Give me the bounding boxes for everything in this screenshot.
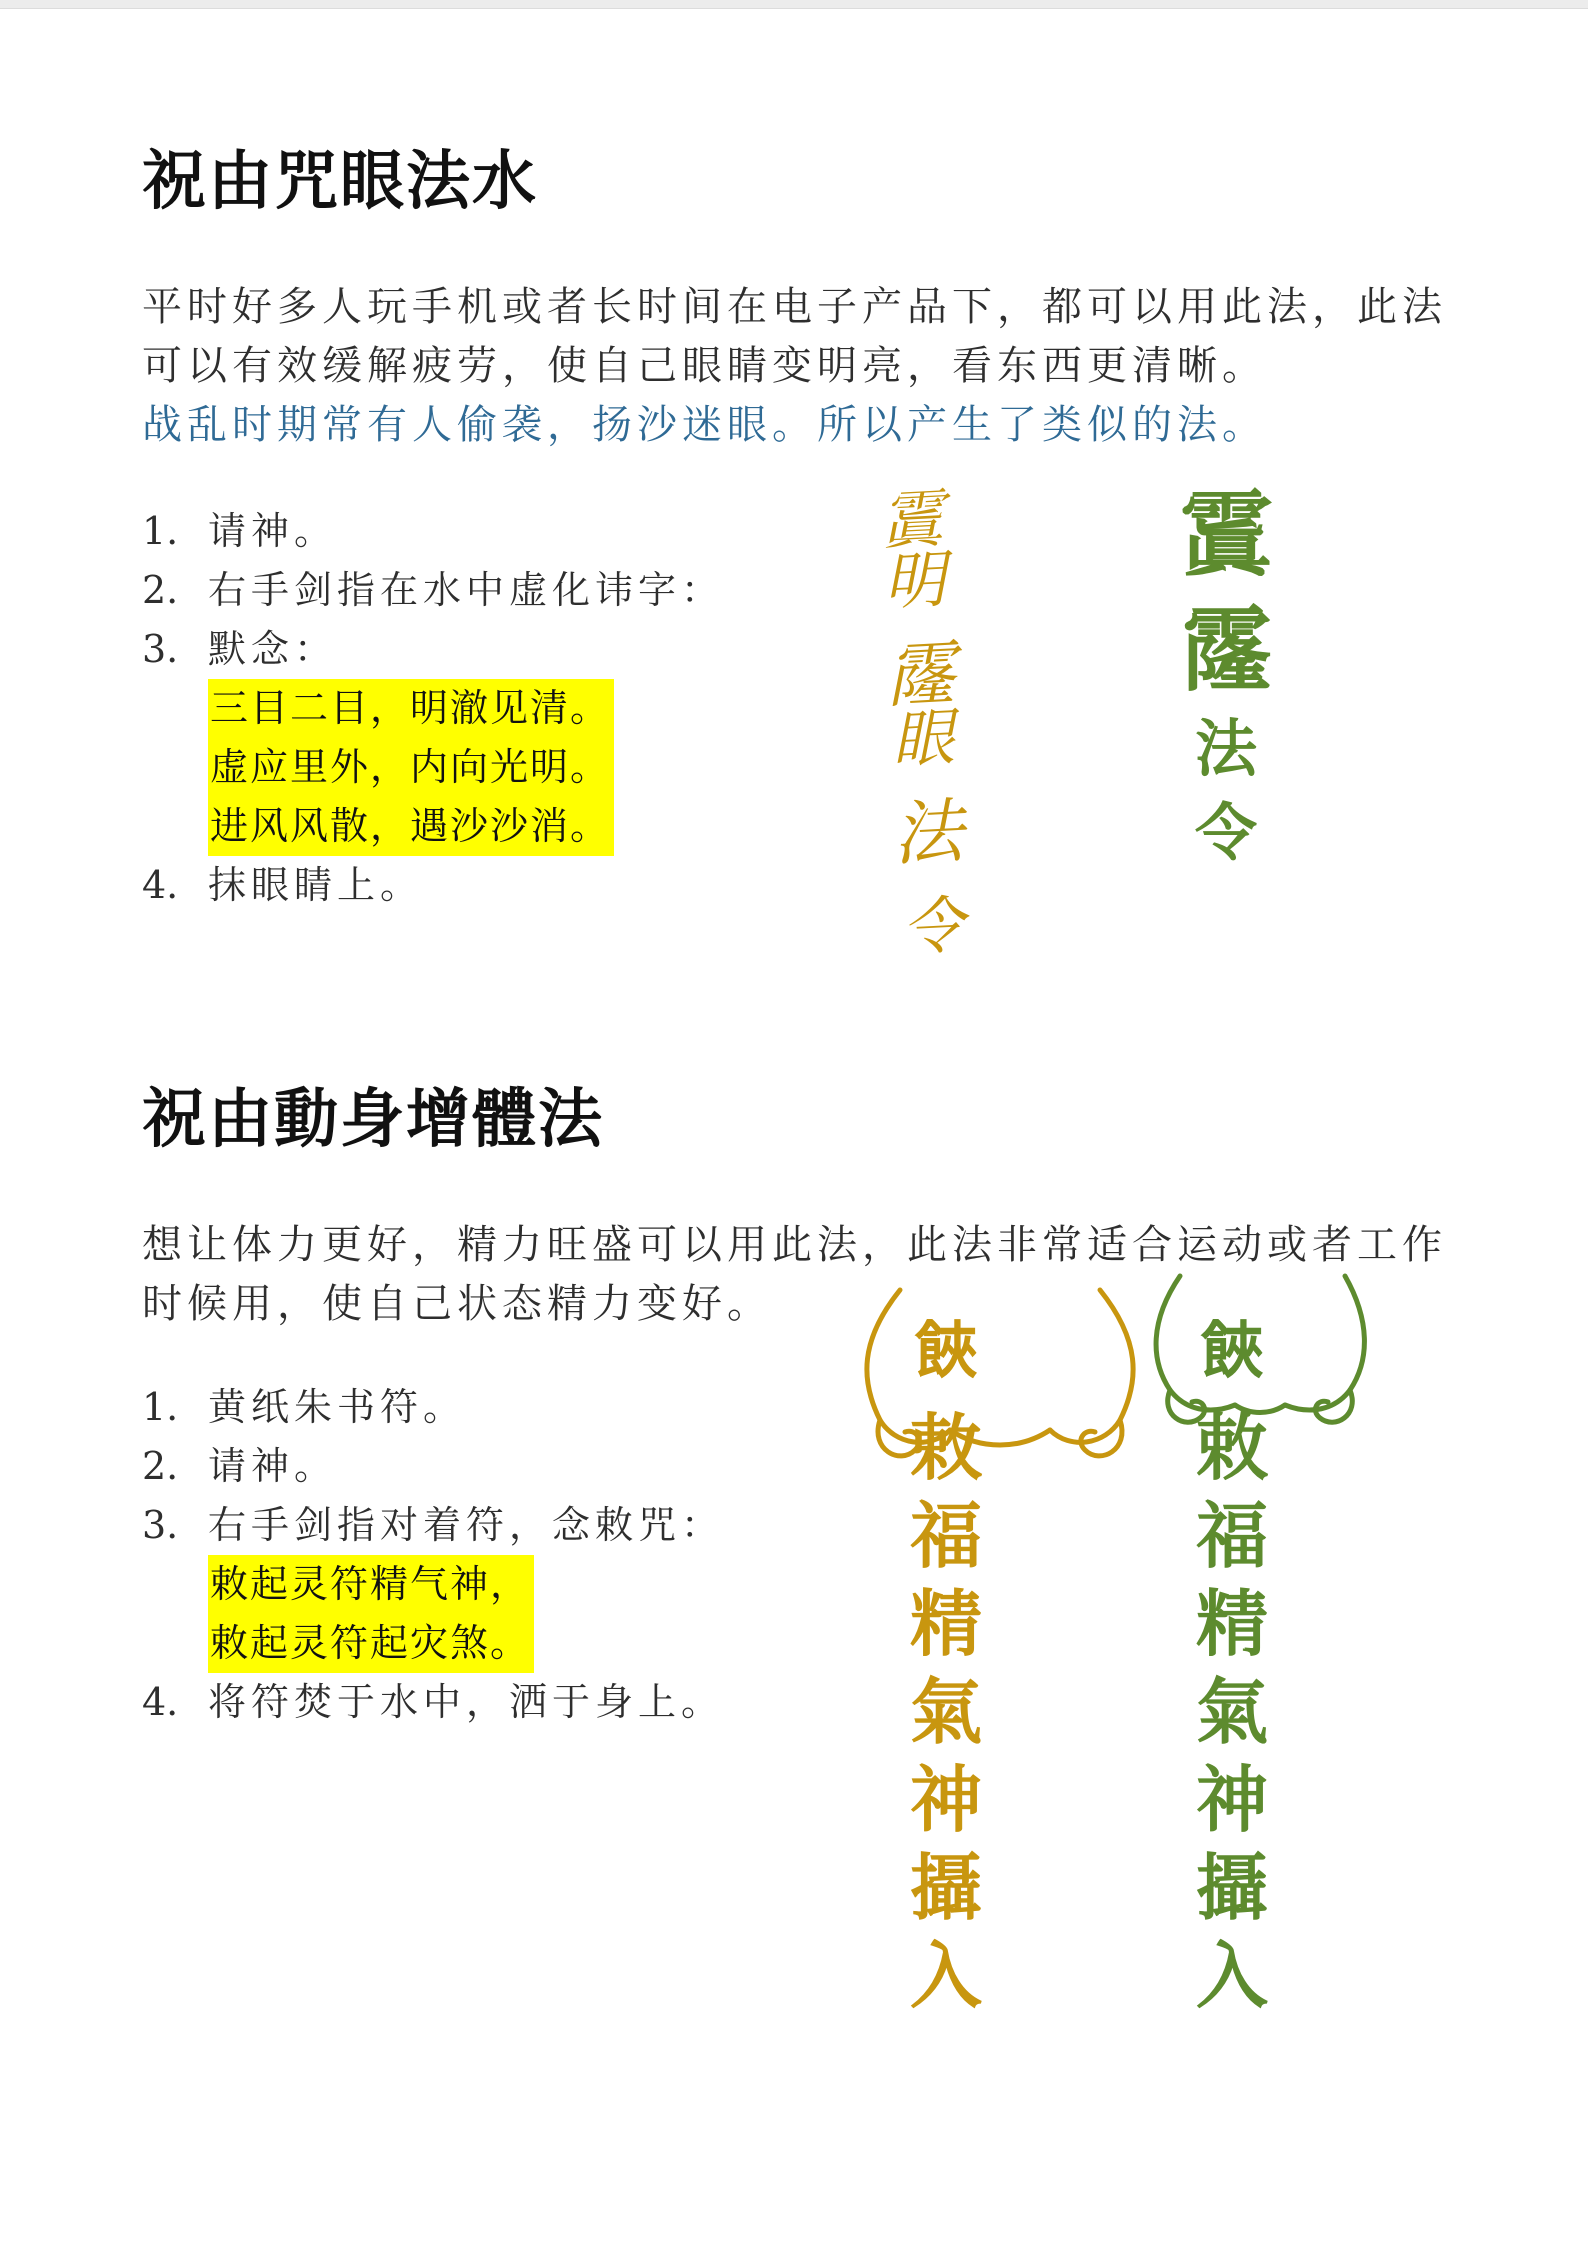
chant-line: 虚应里外，内向光明。 bbox=[210, 745, 611, 789]
step-item bbox=[142, 1673, 724, 1732]
talisman-glyph: 𩄚 bbox=[878, 482, 945, 559]
talisman-glyph: 入 bbox=[910, 1933, 983, 2018]
talisman-glyph: 氣 bbox=[910, 1669, 983, 1754]
talisman-glyph: 入 bbox=[1196, 1933, 1269, 2018]
step-number: 1. bbox=[142, 509, 179, 553]
talisman-glyph: 霳 bbox=[1180, 596, 1273, 704]
section-eye-water bbox=[142, 140, 1462, 907]
step-item bbox=[142, 1437, 724, 1496]
step-text: 抹眼睛上。 bbox=[208, 863, 424, 907]
talisman-glyph: 攝 bbox=[910, 1845, 983, 1930]
talisman-glyph: 神 bbox=[1196, 1757, 1269, 1842]
talisman-glyph: 法 bbox=[1195, 712, 1258, 785]
chant-line: 敕起灵符精气神， bbox=[210, 1562, 531, 1606]
talisman-glyph: 令 bbox=[1195, 796, 1258, 869]
talisman-glyph: 明 bbox=[881, 542, 948, 619]
intro-line: 平时好多人玩手机或者长时间在电子产品下，都可以用此法，此法 bbox=[142, 284, 1447, 330]
top-bar bbox=[0, 0, 1588, 9]
talisman-glyph: 神 bbox=[910, 1757, 983, 1842]
step-number: 2. bbox=[142, 1444, 179, 1488]
step-number: 4. bbox=[142, 1680, 179, 1724]
step-number: 2. bbox=[142, 568, 179, 612]
section-body-strength bbox=[142, 1078, 1462, 1724]
talisman-glyph: 氣 bbox=[1196, 1669, 1269, 1754]
talisman-glyph: 霳 bbox=[882, 632, 957, 718]
intro-line: 时候用，使自己状态精力变好。 bbox=[142, 1281, 772, 1327]
step-text: 右手剑指对着符，念敕咒： bbox=[208, 1503, 725, 1547]
talisman-gold-eye bbox=[875, 482, 971, 988]
history-note: 战乱时期常有人偷袭，扬沙迷眼。所以产生了类似的法。 bbox=[142, 402, 1267, 448]
talisman-green-body bbox=[1196, 1314, 1269, 2028]
step-item bbox=[142, 620, 724, 679]
intro-line: 想让体力更好，精力旺盛可以用此法，此法非常适合运动或者工作 bbox=[142, 1222, 1447, 1268]
step-text: 默念： bbox=[208, 627, 338, 671]
step-text: 黄纸朱书符。 bbox=[208, 1385, 467, 1429]
intro-paragraph bbox=[142, 1216, 1462, 1334]
step-text: 请神。 bbox=[208, 1444, 338, 1488]
steps-list bbox=[142, 502, 724, 915]
talisman-gold-body bbox=[910, 1314, 983, 2028]
step-number: 1. bbox=[142, 1385, 179, 1429]
talisman-glyph: 𩛩 bbox=[1201, 1314, 1264, 1387]
step-item bbox=[142, 856, 724, 915]
step-text: 请神。 bbox=[208, 509, 338, 553]
step-text: 将符焚于水中，洒于身上。 bbox=[208, 1680, 725, 1724]
talisman-glyph: 敕 bbox=[1196, 1405, 1269, 1490]
chant-line: 三目二目，明澈见清。 bbox=[210, 686, 611, 730]
steps-list bbox=[142, 1378, 724, 1732]
highlighted-chant bbox=[208, 1555, 534, 1673]
step-number: 3. bbox=[142, 627, 179, 671]
intro-paragraph bbox=[142, 278, 1462, 455]
talisman-glyph: 攝 bbox=[1196, 1845, 1269, 1930]
talisman-glyph: 精 bbox=[1196, 1581, 1269, 1666]
intro-line: 可以有效缓解疲劳，使自己眼睛变明亮，看东西更清晰。 bbox=[142, 343, 1267, 389]
talisman-glyph: 精 bbox=[910, 1581, 983, 1666]
highlighted-chant bbox=[208, 679, 614, 856]
chant-line: 进风风散，遇沙沙消。 bbox=[210, 804, 611, 848]
chant-block bbox=[142, 679, 724, 856]
talisman-green-eye bbox=[1180, 482, 1273, 886]
talisman-glyph: 福 bbox=[1196, 1493, 1269, 1578]
talisman-glyph: 眼 bbox=[890, 700, 956, 777]
chant-line: 敕起灵符起灾煞。 bbox=[210, 1621, 531, 1665]
talisman-glyph: 福 bbox=[910, 1493, 983, 1578]
step-item bbox=[142, 502, 724, 561]
talisman-glyph: 𩄚 bbox=[1180, 482, 1273, 590]
talisman-glyph: 法 bbox=[890, 790, 966, 876]
step-number: 4. bbox=[142, 863, 179, 907]
step-text: 右手剑指在水中虚化讳字： bbox=[208, 568, 725, 612]
section-title: 祝由咒眼法水 bbox=[142, 144, 538, 219]
talisman-glyph: 令 bbox=[899, 888, 966, 965]
step-number: 3. bbox=[142, 1503, 179, 1547]
step-item bbox=[142, 561, 724, 620]
chant-block bbox=[142, 1555, 724, 1673]
talisman-glyph: 𩛩 bbox=[915, 1314, 978, 1387]
step-item bbox=[142, 1378, 724, 1437]
step-item bbox=[142, 1496, 724, 1555]
talisman-glyph: 敕 bbox=[910, 1405, 983, 1490]
section-title: 祝由動身增體法 bbox=[142, 1082, 604, 1157]
